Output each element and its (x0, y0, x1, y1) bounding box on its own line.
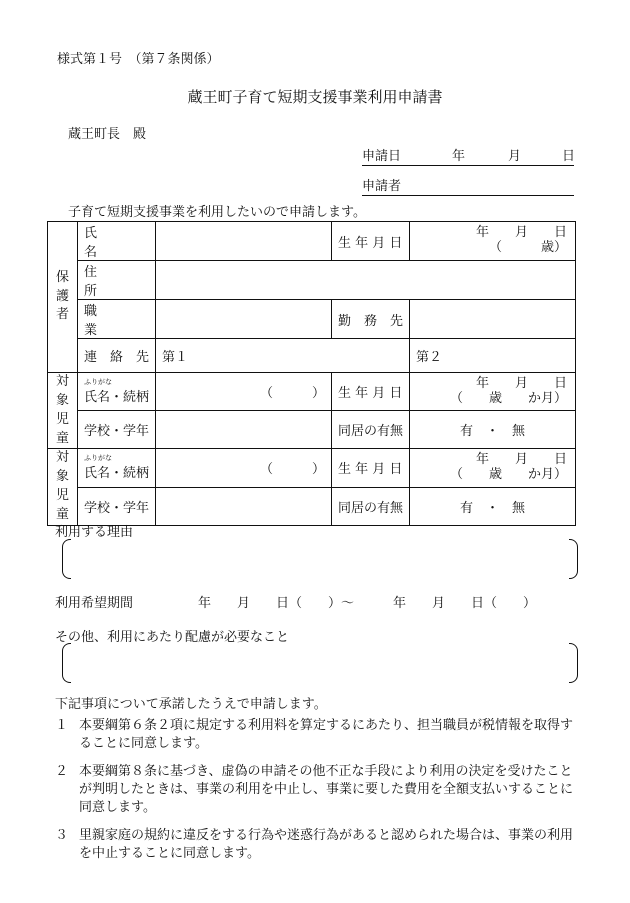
child2-name-label: ふりがな 氏名・続柄 (78, 449, 156, 487)
guardian-contact2-field[interactable]: 第２ (410, 339, 576, 373)
other-considerations-field[interactable] (62, 643, 578, 681)
child1-school-field[interactable] (156, 411, 332, 449)
applicant-label: 申請者 (362, 179, 402, 194)
note-item: ３ 里親家庭の規約に違反をする行為や迷惑行為があると認められた場合は、事業の利用を中止することに同意します。 (55, 828, 574, 861)
guardian-contact-label: 連 絡 先 (78, 339, 156, 373)
child2-birthdate-label: 生 年 月 日 (332, 449, 410, 487)
addressee: 蔵王町長 殿 (68, 127, 147, 142)
month-label: 月 (508, 149, 522, 164)
year-label: 年 (452, 149, 466, 164)
right-bracket (569, 643, 578, 683)
child2-section-label: 対 象 児 童 (48, 449, 78, 525)
note-item: ２ 本要綱第８条に基づき、虚偽の申請その他不正な手段により利用の決定を受けたことが判明したときは、事業の利用を中止し、事業に要した費用を全額支払いすることに同意します。 (55, 764, 574, 815)
guardian-birthdate-label: 生 年 月 日 (332, 222, 410, 261)
guardian-occupation-label: 職 業 (78, 300, 156, 339)
left-bracket (62, 643, 71, 683)
child2-school-label: 学校・学年 (78, 487, 156, 525)
intro-text: 子育て短期支援事業を利用したいので申請します。 (68, 205, 366, 220)
guardian-workplace-label: 勤 務 先 (332, 300, 410, 339)
consent-text: 下記事項について承諾したうえで申請します。 (55, 697, 327, 712)
child1-birthdate-field[interactable]: 年 月 日 （ 歳 か月） (410, 373, 576, 411)
right-bracket (569, 539, 578, 579)
guardian-section-label: 保 護 者 (48, 222, 78, 373)
child2-cohabit-label: 同居の有無 (332, 487, 410, 525)
guardian-name-label: 氏 名 (78, 222, 156, 261)
child1-name-label: ふりがな 氏名・続柄 (78, 373, 156, 411)
guardian-birthdate-field[interactable]: 年 月 日 （ 歳） (410, 222, 576, 261)
form-number: 様式第１号 （第７条関係） (57, 52, 220, 67)
guardian-address-field[interactable] (156, 261, 576, 300)
application-date-line[interactable] (362, 145, 574, 166)
reason-label: 利用する理由 (55, 525, 134, 540)
guardian-occupation-field[interactable] (156, 300, 332, 339)
guardian-workplace-field[interactable] (410, 300, 576, 339)
guardian-address-label: 住 所 (78, 261, 156, 300)
guardian-contact1-field[interactable]: 第１ (156, 339, 410, 373)
application-date-label: 申請日 (362, 149, 402, 164)
child2-name-field[interactable]: （ ） (156, 449, 332, 487)
day-label: 日 (562, 149, 576, 164)
other-considerations-label: その他、利用にあたり配慮が必要なこと (55, 630, 290, 645)
consent-notes (55, 717, 580, 873)
application-table (47, 221, 576, 526)
child1-school-label: 学校・学年 (78, 411, 156, 449)
reason-field[interactable] (62, 539, 578, 577)
child2-birthdate-field[interactable]: 年 月 日 （ 歳 か月） (410, 449, 576, 487)
child1-name-field[interactable]: （ ） (156, 373, 332, 411)
page-title: 蔵王町子育て短期支援事業利用申請書 (187, 88, 443, 106)
guardian-name-field[interactable] (156, 222, 332, 261)
child2-school-field[interactable] (156, 487, 332, 525)
child2-cohabit-field[interactable]: 有 ・ 無 (410, 487, 576, 525)
child1-cohabit-label: 同居の有無 (332, 411, 410, 449)
child1-birthdate-label: 生 年 月 日 (332, 373, 410, 411)
child1-section-label: 対 象 児 童 (48, 373, 78, 449)
left-bracket (62, 539, 71, 579)
note-item: １ 本要綱第６条２項に規定する利用料を算定するにあたり、担当職員が税情報を取得することに同意します。 (55, 718, 574, 751)
applicant-line[interactable] (362, 175, 574, 196)
desired-period[interactable]: 利用希望期間 年 月 日（ ）～ 年 月 日（ ） (55, 596, 537, 611)
child1-cohabit-field[interactable]: 有 ・ 無 (410, 411, 576, 449)
